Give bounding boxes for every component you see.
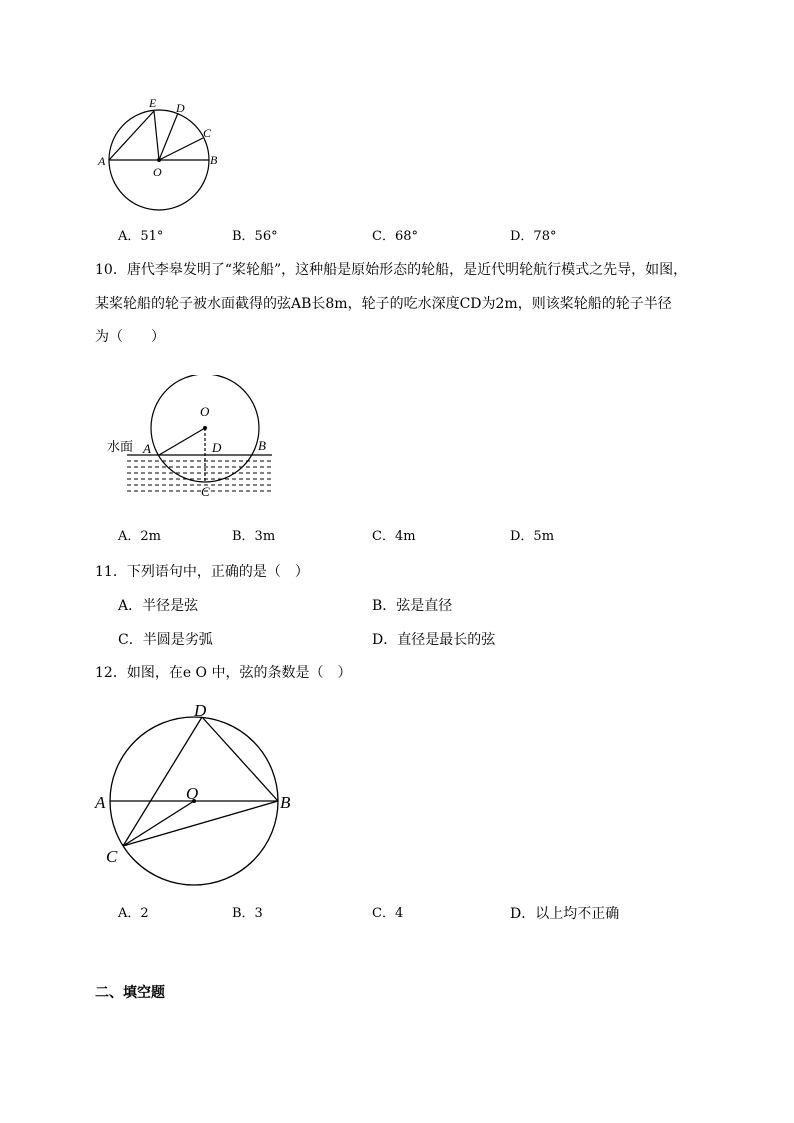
q10-label-o: O (200, 404, 210, 419)
q10-label-a: A (143, 441, 151, 456)
q9-label-d: D (176, 101, 185, 115)
q12-stem: 12．如图，在e O 中，弦的条数是（ ） (95, 665, 352, 681)
q10-stem-line1: 10．唐代李皋发明了“桨轮船”，这种船是原始形态的轮船，是近代明轮航行模式之先导，如图， (95, 262, 688, 278)
q12-option-b: B．3 (232, 906, 263, 921)
q10-option-d: D．5m (510, 529, 555, 544)
q12-label-a: A (95, 793, 106, 812)
q12-option-d: D．以上均不正确 (510, 906, 620, 922)
q9-option-d: D．78° (510, 229, 557, 244)
q12-option-a: A．2 (118, 906, 149, 921)
q10-option-b: B．3m (232, 529, 276, 544)
q11-stem: 11．下列语句中，正确的是（ ） (95, 564, 309, 580)
q10-label-water: 水面 (107, 439, 134, 454)
q11-option-a: A．半径是弦 (118, 598, 199, 614)
q9-figure (90, 90, 230, 220)
q9-label-a: A (98, 154, 106, 168)
q10-label-d: D (212, 440, 222, 455)
q9-label-o: O (153, 165, 162, 179)
q11-option-d: D．直径是最长的弦 (372, 632, 496, 648)
q12-option-c: C．4 (372, 906, 404, 921)
q9-option-c: C．68° (372, 229, 418, 244)
q9-option-a: A．51° (118, 229, 164, 244)
q9-option-b: B．56° (232, 229, 278, 244)
q12-label-o: O (186, 784, 199, 803)
q12-label-d: D (194, 701, 207, 720)
q10-option-c: C．4m (372, 529, 416, 544)
q10-stem-line3: 为（ ） (95, 329, 165, 345)
q9-label-c: C (203, 126, 212, 140)
q10-label-b: B (258, 438, 266, 453)
section-title-fill-in: 二、填空题 (95, 985, 165, 1001)
q10-option-a: A．2m (118, 529, 161, 544)
q12-label-c: C (106, 847, 118, 866)
q10-label-c: C (201, 484, 210, 499)
q12-figure (90, 698, 305, 898)
q9-label-e: E (149, 96, 157, 110)
q10-figure (100, 375, 290, 505)
q11-option-b: B．弦是直径 (372, 598, 453, 614)
q9-label-b: B (210, 153, 218, 167)
q11-option-c: C．半圆是劣弧 (118, 632, 213, 648)
q12-label-b: B (280, 793, 291, 812)
q10-stem-line2: 某桨轮船的轮子被水面截得的弦AB长8m，轮子的吃水深度CD为2m，则该桨轮船的轮子半径 (95, 296, 672, 312)
